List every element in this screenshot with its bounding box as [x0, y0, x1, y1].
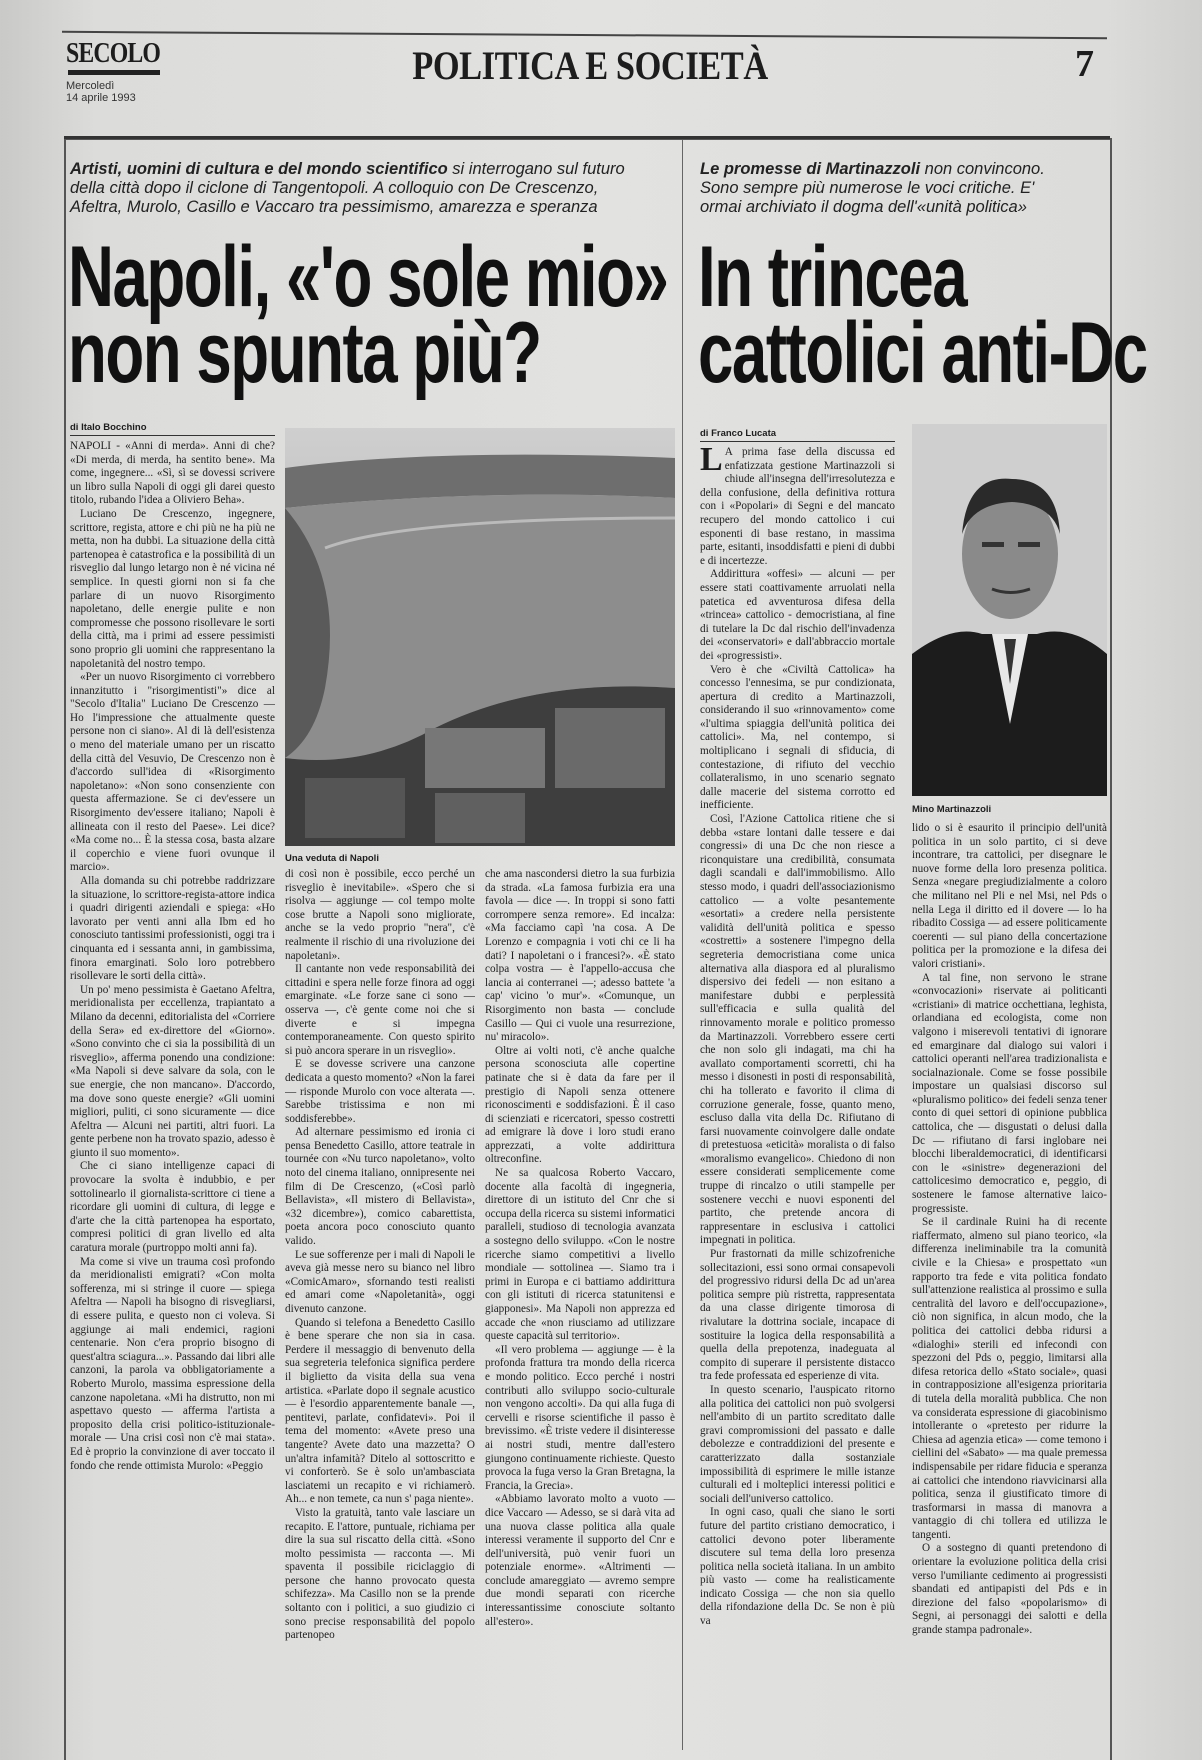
article-paragraph: Le sue sofferenze per i mali di Napoli le aveva già messe nero su bianco nel libro «ComicAmaro», sfornando testi realisti ed amari come «Napoletanità», oggi divenuto canzone. — [285, 1248, 475, 1315]
left-byline: di Italo Bocchino — [70, 422, 275, 436]
article-paragraph: Visto la gratuità, tanto vale lasciare un recapito. E l'attore, puntuale, richiama per dire la sua sul riscatto della città. «Sono molto pessimista — racconta —. Mi spaventa il possibile riciclaggio di persone che hanno provocato questa schifezza». Ma Casillo non se la prende soltanto con i politici, a suo giudizio ci sono precise responsabilità del popolo partenopeo — [285, 1506, 475, 1642]
section-title: POLITICA E SOCIETÀ — [412, 43, 768, 88]
left-headline-line2: non spunta più? — [68, 305, 541, 401]
right-column-2 — [912, 822, 1107, 1750]
top-rule — [62, 31, 1107, 39]
article-paragraph: Il cantante non vede responsabilità dei cittadini e spera nelle forze finora ad oggi emarginate. «Le forze sane ci sono — osserva —, c'è gente come noi che si diverte e si impegna contemporaneamente. Con questo spirito si può ancora sperare in un risveglio». — [285, 963, 475, 1057]
deck-bold: Artisti, uomini di cultura e del mondo scientifico — [70, 160, 448, 178]
left-column-1 — [70, 440, 275, 1750]
deck-text: si interrogano sul futuro della città dopo il ciclone di Tangentopoli. A colloquio con De Crescenzo, Afeltra, Murolo, Casillo e Vaccaro tra pessimismo, amarezza e speranza — [70, 160, 625, 216]
article-divider — [682, 140, 683, 1750]
right-headline-line2: cattolici anti-Dc — [698, 305, 1147, 401]
portrait-image — [912, 424, 1107, 796]
left-headline-line1: Napoli, «'o sole mio» — [68, 229, 668, 325]
article-paragraph: Ne sa qualcosa Roberto Vaccaro, docente alla facoltà di ingegneria, direttore di un istituto del Cnr che si occupa della ricerca su sistemi informatici paralleli, studioso di tecnologia avanzata a sostegno dello sviluppo. «Con le nostre ricerche siamo competitivi a livello mondiale — sottolinea —. Siamo tra i primi in Europa e ci battiamo addirittura con gli istituti di ricerca statunitensi e giapponesi». Ma Napoli non apprezza ed accade che «non riusciamo ad utilizzare queste capacità sul territorio». — [485, 1167, 675, 1343]
article-paragraph: lido o si è esaurito il principio dell'unità politica in un solo partito, ci si deve incontrare, tra cattolici, per disegnare le nuove forme della loro presenza politica. Senza «negare pregiudizialmente a coloro che militano nel Pli e nel Msi, nel Pds o nella Lega il diritto ed il dovere — lo ha ribadito Cossiga — ad essere politicamente coerenti — sul piano della concertazione politica per la promozione e la difesa dei valori cristiani». — [912, 822, 1107, 970]
left-photo-caption: Una veduta di Napoli — [285, 853, 379, 864]
article-paragraph: In ogni caso, quali che siano le sorti future del partito cristiano democratico, i cattolici devono poter liberamente discutere sul tema della loro presenza politica nella società italiana. In un ambito più vasto — come ha realisticamente indicato Cossiga — che non sia quello della rifondazione della Dc. Se non è più va — [700, 1506, 895, 1628]
article-paragraph: O a sostegno di quanti pretendono di orientare la evoluzione politica della crisi verso l'umiliante cedimento ai progressisti sbandati ed antipapisti del Pds e in direzione del falso «popolarismo» di Segni, ai personaggi dei salotti e della grande stampa padronale». — [912, 1542, 1107, 1637]
article-paragraph: Ma come si vive un trauma così profondo da meridionalisti emigrati? «Con molta sofferenza, mi si stringe il cuore — spiega Afeltra — Napoli ha bisogno di risvegliarsi, di essere pulita, e questo non ci voleva. Si aggiunge ai mali endemici, ragioni centenarie. Non c'era proprio bisogno di quest'altra sciagura...». Passando dai libri alle canzoni, la parola va obbligatoriamente a Roberto Murolo, massima espressione della canzone napoletana. «Mi ha distrutto, non mi aspettavo questo — afferma l'artista a proposito della crisi politico-istituzionale-morale — Una crisi così non c'è mai stata». Ed è proprio la convinzione di aver toccato il fondo che rende ottimista Murolo: «Peggio — [70, 1255, 275, 1472]
right-column-1-body — [700, 446, 895, 1629]
article-paragraph: A prima fase della discussa ed enfatizzata gestione Martinazzoli si chiude all'insegna dell'irresolutezza e della confusione, della definitiva rottura con i «Popolari» di Segni e del mancato recupero del mondo cattolico i cui esponenti di base restano, in massima parte, esitanti, insoddisfatti e pieni di dubbi e di incertezze. — [700, 446, 895, 567]
article-paragraph: «Abbiamo lavorato molto a vuoto — dice Vaccaro — Adesso, se si darà vita ad una nuova classe politica alla quale interessi veramente il supporto del Cnr e dell'università, può venir fuori un potenziale enorme». «Altrimenti — conclude amareggiato — avremo sempre due mondi separati con ricerche interessantissime conosciute soltanto all'estero». — [485, 1493, 675, 1628]
article-paragraph: Vero è che «Civiltà Cattolica» ha concesso l'ennesima, se pur condizionata, apertura di credito a Martinazzoli, considerando il suo «rinnovamento» come «l'ultima spiaggia dell'unità politica dei cattolici». Ma, nel contempo, si moltiplicano i segnali di sfiducia, di contestazione, di rifiuto del vecchio collateralismo, in uno scenario segnato dalle macerie del sistema corrotto ed inefficiente. — [700, 663, 895, 812]
article-paragraph: Così, l'Azione Cattolica ritiene che si debba «stare lontani dalle tessere e dai congressi» di una Dc che non riesce a riconquistare una credibilità, consumata dagli scandali e dall'immobilismo. Allo stesso modo, i quadri dell'associazionismo cattolico — a volte pesantemente «esortati» a credere nella persistente validità dell'unità politica e spesso «costretti» a sostenere l'impegno della segreteria democristiana come unica alternativa alla diaspora ed al pluralismo dispersivo dei fedeli — non esitano a manifestare dubbi e perplessità sull'efficacia e sulla qualità del rinnovamento morale e politico promesso da Martinazzoli. Vorrebbero essere certi che non solo gli indagati, ma chi ha avallato comportamenti scorretti, chi ha messo i disonesti in posti di responsabilità, chi ha tollerato e favorito il clima di corruzione generale, fosse, quanto meno, escluso dalla vita della Dc. Rifiutano di farsi nuovamente coinvolgere dalle ondate di pretestuosa «eticità» moralista o di falso «moralismo evangelico». Chiedono di non essere considerati semplicemente come truppe di rincalzo o utili stampelle per sostenere vecchi e nuovi esponenti del partito, che pretende ancora di rappresentare in esclusiva i cattolici impegnati in politica. — [700, 813, 895, 1247]
deck-bold: Le promesse di Martinazzoli — [700, 160, 921, 178]
drop-cap: L — [700, 446, 723, 478]
frame-top-rule — [64, 136, 1110, 139]
article-paragraph: E se dovesse scrivere una canzone dedicata a questo momento? «Non la farei — risponde Murolo con voce alterata —. Sarebbe tristissima e non mi soddisferebbe». — [285, 1058, 475, 1125]
right-byline: di Franco Lucata — [700, 428, 895, 442]
right-headline-line1: In trincea — [698, 229, 967, 325]
article-paragraph: Un po' meno pessimista è Gaetano Afeltra, meridionalista per eccellenza, trapiantato a Milano da decenni, editorialista del «Corriere della Sera» ed ex-direttore del «Giorno». «Sono convinto che ci sia la possibilità di un risveglio», afferma ponendo una condizione: «Ma Napoli si deve salvare da sola, con le sue energie, che non mancano». D'accordo, ma dove sono queste energie? «Gli uomini migliori, puliti, ci sono sicuramente — dice Afeltra — Alcuni nei partiti, altri fuori. La gente perbene non ha trovato spazio, adesso è giunto il suo momento». — [70, 983, 275, 1159]
left-column-2 — [285, 868, 475, 1750]
article-paragraph: di così non è possibile, ecco perché un risveglio è inevitabile». «Spero che si risolva — aggiunge — col tempo molte cose brutte a Napoli sono migliorate, anche se la vedo proprio "nera", c'è realmente il rischio di una rivoluzione dei napoletani». — [285, 868, 475, 962]
issue-date-text: 14 aprile 1993 — [66, 92, 136, 104]
article-paragraph: «Per un nuovo Risorgimento ci vorrebbero innanzitutto i "risorgimentisti"» dice al "Secolo d'Italia" Luciano De Crescenzo — Ho l'impressione che attualmente queste persone non ci siano». Al di là dell'esistenza o meno del materiale umano per un riscatto della città del Vesuvio, De Crescenzo non è d'accordo sull'idea di «Risorgimento napoletano»: «Non sono consenziente con questa affermazione. Se ci dev'essere un Risorgimento dev'essere italiano; Napoli è allineata con il resto del Paese». Lei dice? «Ma come no... È la stessa cosa, basta alzare il coperchio e viene fuori ovunque il marcio». — [70, 671, 275, 874]
article-paragraph: Oltre ai volti noti, c'è anche qualche persona sconosciuta alle copertine patinate che si è data da fare per il prestigio di Napoli senza ottenere riconoscimenti e soddisfazioni. È il caso di scienziati e ricercatori, spesso costretti ad emigrare là dove i loro studi erano apprezzati, a volte addirittura oltreconfine. — [485, 1044, 675, 1166]
article-paragraph: Che ci siano intelligenze capaci di provocare la svolta è indubbio, e per sottolinearlo il giornalista-scrittore ci tiene a ricordare gli uomini di cultura, di legge e d'arte che la città partenopea ha esportato, compresi politici di gran livello ed alta caratura morale (purtroppo molti anni fa). — [70, 1160, 275, 1255]
martinazzoli-photo — [912, 424, 1107, 796]
issue-day: Mercoledì — [66, 80, 115, 92]
page-number: 7 — [1075, 43, 1094, 85]
deck-text: non convincono. Sono sempre più numerose le voci critiche. E' ormai archiviato il dogma dell'«unità politica» — [700, 160, 1045, 216]
article-paragraph: «Il vero problema — aggiunge — è la profonda frattura tra mondo della ricerca e mondo politico. Ecco perché i nostri contributi allo sviluppo socio-culturale non vengono accolti». Da qui alla fuga di cervelli e risorse scientifiche il passo è brevissimo. «È triste vedere il disinteresse ai nostri studi, mentre dall'estero giungono continuamente richieste. Questo provoca la fuga verso la Gran Bretagna, la Francia, la Grecia». — [485, 1343, 675, 1492]
naples-photo — [285, 428, 675, 846]
article-paragraph: che ama nascondersi dietro la sua furbizia da strada. «La famosa furbizia era una favola — dice —. In troppi si sono fatti corrompere senza remore». Ed incalza: «Ma facciamo capì 'na cosa. A De Lorenzo e compagnia i voti chi ce li ha dati? I napoletani o i francesi?». «È stato colpa vostra — è l'appello-accusa che lancia ai conterranei —; adesso battete 'a cap' vicino 'o mur'». «Comunque, un Risorgimento non basta — conclude Casillo — Qui ci vuole una resurrezione, nu' miracolo». — [485, 868, 675, 1044]
article-paragraph: Quando si telefona a Benedetto Casillo è bene sperare che non sia in casa. Perdere il messaggio di benvenuto della sua segreteria telefonica significa perdere il biglietto da visita della sua vena artistica. «Parlate dopo il segnale acustico — è l'esordio apparentemente banale —, pentitevi, parlate, confidatevi». Poi il tema del momento: «Avete preso una tangente? Avete dato una mazzetta? O un'altra infamità? Ditelo al sottoscritto e vi conforterò. Se è solo un'ambasciata lasciatemi un recapito e vi richiamerò. Ah... e non temete, ca nun s' paga niente». — [285, 1316, 475, 1506]
article-paragraph: Se il cardinale Ruini ha di recente riaffermato, almeno sul piano teorico, «la differenza ineliminabile tra la comunità civile e la Chiesa» e prospettato «un rapporto tra fede e vita politica fondato sull'attenzione realistica al prossimo e sulla centralità del lavoro e dell'occupazione», ciò non significa, in alcun modo, che la politica dei cattolici debba ridursi a «dialoghi» sterili ed infecondi con spezzoni del Pds o, peggio, limitarsi alla difesa retorica dello «Stato sociale», quasi in contrapposizione all'esigenza prioritaria di tutela della moralità pubblica. Che non va considerata espressione di giacobinismo intollerante o «pretesto per ridurre la Chiesa ad agenzia etica» — come temono i ciellini del «Sabato» — ma quale premessa indispensabile per ridare fiducia e speranza ai cattolici che intendono riavvicinarsi alla politica, senza il giustificato timore di trasformarsi in massa di manovra a vantaggio di chi tollera ed utilizza le tangenti. — [912, 1216, 1107, 1541]
masthead-bar — [68, 70, 160, 75]
article-paragraph: Addirittura «offesi» — alcuni — per essere stati coattivamente arruolati nella patetica ed avventurosa difesa della «trincea» cattolico - democristiana, al fine di tutelare la Dc dal rischio dell'invadenza dei «conservatori» e dall'abbraccio mortale dei «progressisti». — [700, 568, 895, 662]
article-paragraph: Alla domanda su chi potrebbe raddrizzare la situazione, lo scrittore-regista-attore indica i quadri dirigenti aziendali e spiega: «Ho lavorato per venti anni alla Ibm ed ho conosciuto tantissimi professionisti, oggi tra i cinquanta ed i sessanta anni, in gambissima, finora emarginati. Solo loro potrebbero risollevare le sorti della città». — [70, 875, 275, 983]
naples-bay-image — [285, 428, 675, 846]
left-column-3 — [485, 868, 675, 1750]
left-article-deck — [70, 160, 630, 217]
right-article-deck — [700, 160, 1060, 217]
issue-date — [66, 80, 136, 104]
article-paragraph: Luciano De Crescenzo, ingegnere, scrittore, regista, attore e chi più ne ha più ne metta, non ha dubbi. La situazione della città partenopea è catastrofica e la possibilità di un risveglio dal lungo letargo non è né vicina né semplice. In questi giorni non si fa che parlare di un nuovo Risorgimento napoletano, delle energie pulite e non compromesse che possono risollevare le sorti della città, ma i primi ad essere pessimisti sono proprio gli uomini che rappresentano la napoletanità del nostro tempo. — [70, 507, 275, 670]
right-column-1 — [700, 446, 895, 1750]
article-paragraph: In questo scenario, l'auspicato ritorno alla politica dei cattolici non può svolgersi nell'ambito di un partito screditato dalle gravi compromissioni del passato e dalle debolezze e contraddizioni del presente e caratterizzato dalla sostanziale impossibilità di esprimere le mille istanze culturali ed i molteplici interessi politici e sociali dell'universo cattolico. — [700, 1383, 895, 1505]
article-paragraph: Pur frastornati da mille schizofreniche sollecitazioni, essi sono ormai consapevoli del progressivo ridursi della Dc ad un'area politica sempre più ristretta, rappresentata da una classe dirigente timorosa di rivalutare la dottrina sociale, incapace di sostituire la logica della responsabilità a quella della prepotenza, inadeguata al compito di superare il persistente distacco tra fede professata ed esperienze di vita. — [700, 1248, 895, 1383]
article-paragraph: A tal fine, non servono le strane «convocazioni» riservate ai politicanti «cristiani» di matrice occhettiana, leghista, orlandiana ed ecologista, come non valgono i miserevoli tentativi di ignorare ed emarginare dal dialogo sui valori i cattolici operanti nell'area tradizionalista e socialnazionale. Come se fosse possibile impostare un qualsiasi discorso sul «pluralismo politico» dei fedeli senza tener conto di quei settori di opinione pubblica cattolica, che — disgustati o delusi dalla Dc — rifiutano di farsi inglobare nei blocchi liberaldemocratici, di identificarsi con le «sinistre» degenerazioni del cattolicesimo democratico e, peggio, di sostenere le famose alternative laico-progressiste. — [912, 971, 1107, 1215]
article-paragraph: Ad alternare pessimismo ed ironia ci pensa Benedetto Casillo, attore teatrale in tournée con «Nu turco napoletano», volto noto del cinema italiano, onnipresente nei film di De Crescenzo, («Così parlò Bellavista», «Il mistero di Bellavista», «32 dicembre»), comico cabarettista, poeta ancora poco conosciuto quanto valido. — [285, 1126, 475, 1248]
article-paragraph: NAPOLI - «Anni di merda». Anni di che? «Di merda, di merda, ha sentito bene». Ma come, ingegnere... «Sì, sì se dovessi scrivere un libro sulla Napoli di oggi gli darei questo titolo, rubando l'idea a Oliviero Beha». — [70, 440, 275, 507]
right-photo-caption: Mino Martinazzoli — [912, 804, 992, 815]
masthead-logo: SECOLO — [66, 38, 161, 69]
